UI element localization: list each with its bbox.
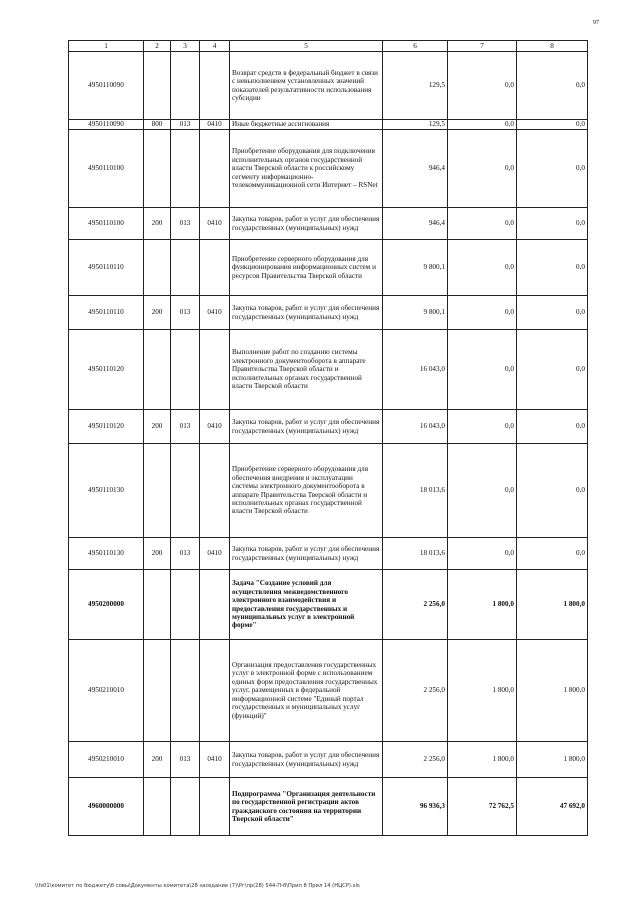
header-cell: 7 — [448, 41, 517, 52]
expense-type-cell — [144, 570, 171, 640]
code-cell: 4950110090 — [69, 52, 144, 120]
section-cell — [200, 778, 230, 836]
header-row — [69, 41, 588, 52]
amount-year3-cell: 0,0 — [517, 130, 588, 208]
description-cell: Задача "Создание условий для осуществления межведомственного электронного взаимодействия и предоставления государственных и муниципальных услуг в электронной форме" — [230, 570, 383, 640]
amount-year3-cell: 0,0 — [517, 240, 588, 296]
expense-type-cell — [144, 444, 171, 538]
expense-type-cell: 200 — [144, 538, 171, 570]
description-cell: Организация предоставления государственных услуг в электронной форме с использованием единых форм предоставления государственных услуг, размещенных в федеральной информационной системе "Единый портал государственных и муниципальных услуг (функций)" — [230, 640, 383, 742]
table-row — [69, 640, 588, 742]
description-cell: Иные бюджетные ассигнования — [230, 120, 383, 130]
amount-year2-cell: 1 800,0 — [448, 742, 517, 778]
table-row — [69, 570, 588, 640]
amount-year2-cell: 0,0 — [448, 120, 517, 130]
amount-year3-cell: 1 800,0 — [517, 570, 588, 640]
description-cell: Выполнение работ по созданию системы электронного документооборота в аппарате Правительства Тверской области и исполнительных органах государственной власти Тверской области — [230, 330, 383, 410]
amount-year1-cell: 129,5 — [383, 120, 448, 130]
description-cell: Закупка товаров, работ и услуг для обеспечения государственных (муниципальных) нужд — [230, 538, 383, 570]
description-cell: Возврат средств в федеральный бюджет в связи с невыполнением установленных значений показателей результативности использования субсидии — [230, 52, 383, 120]
section-cell — [200, 240, 230, 296]
header-cell: 1 — [69, 41, 144, 52]
code-cell: 4950210010 — [69, 640, 144, 742]
amount-year1-cell: 2 256,0 — [383, 570, 448, 640]
amount-year2-cell: 72 762,5 — [448, 778, 517, 836]
amount-year1-cell: 16 043,0 — [383, 330, 448, 410]
amount-year2-cell: 0,0 — [448, 444, 517, 538]
section-cell — [200, 444, 230, 538]
amount-year2-cell: 0,0 — [448, 538, 517, 570]
amount-year3-cell: 1 800,0 — [517, 640, 588, 742]
table-row — [69, 130, 588, 208]
section-cell: 0410 — [200, 742, 230, 778]
expense-type-cell: 200 — [144, 410, 171, 444]
amount-year2-cell: 1 800,0 — [448, 570, 517, 640]
file-path-footer: \\fs01\комитет по бюджету\б совы\Документы комитета\28 заседание (7)\Рг\пр(28) 544-П-б\Прил 8 Прил 14 (НЦСР).xls — [35, 883, 360, 889]
ministry-cell — [171, 570, 200, 640]
amount-year1-cell: 129,5 — [383, 52, 448, 120]
amount-year1-cell: 2 256,0 — [383, 640, 448, 742]
description-cell: Приобретение серверного оборудования для функционирования информационных систем и ресурсов Правительства Тверской области — [230, 240, 383, 296]
header-cell: 8 — [517, 41, 588, 52]
code-cell: 4950110100 — [69, 130, 144, 208]
description-cell: Приобретение оборудования для подключения исполнительных органов государственной власти Тверской области к российскому сегменту информационно-телекоммуникационной сети Интернет – RSNet — [230, 130, 383, 208]
amount-year2-cell: 0,0 — [448, 240, 517, 296]
amount-year1-cell: 18 013,6 — [383, 444, 448, 538]
code-cell: 4950110120 — [69, 410, 144, 444]
section-cell — [200, 130, 230, 208]
amount-year3-cell: 0,0 — [517, 208, 588, 240]
code-cell: 4950110110 — [69, 296, 144, 330]
table-row — [69, 444, 588, 538]
section-cell — [200, 52, 230, 120]
description-cell: Закупка товаров, работ и услуг для обеспечения государственных (муниципальных) нужд — [230, 208, 383, 240]
description-cell: Приобретение серверного оборудования для обеспечения внедрения и эксплуатации системы электронного документооборота в аппарате Правительства Тверской области и исполнительных органах государственной власти Тверской области — [230, 444, 383, 538]
code-cell: 4950110130 — [69, 538, 144, 570]
amount-year3-cell: 0,0 — [517, 444, 588, 538]
amount-year3-cell: 47 692,0 — [517, 778, 588, 836]
ministry-cell: 013 — [171, 742, 200, 778]
ministry-cell — [171, 330, 200, 410]
header-cell: 4 — [200, 41, 230, 52]
code-cell: 4950110100 — [69, 208, 144, 240]
table-row — [69, 120, 588, 130]
amount-year2-cell: 0,0 — [448, 130, 517, 208]
table-row — [69, 410, 588, 444]
section-cell: 0410 — [200, 208, 230, 240]
amount-year1-cell: 16 043,0 — [383, 410, 448, 444]
expense-type-cell — [144, 778, 171, 836]
table-row — [69, 778, 588, 836]
description-cell: Подпрограмма "Организация деятельности по государственной регистрации актов гражданского состояния на территории Тверской области" — [230, 778, 383, 836]
amount-year3-cell: 0,0 — [517, 296, 588, 330]
ministry-cell — [171, 130, 200, 208]
ministry-cell — [171, 778, 200, 836]
expense-type-cell — [144, 640, 171, 742]
amount-year1-cell: 2 256,0 — [383, 742, 448, 778]
code-cell: 4950110120 — [69, 330, 144, 410]
code-cell: 4950110130 — [69, 444, 144, 538]
expense-type-cell: 200 — [144, 208, 171, 240]
amount-year3-cell: 1 800,0 — [517, 742, 588, 778]
page-number: 97 — [593, 20, 599, 26]
description-cell: Закупка товаров, работ и услуг для обеспечения государственных (муниципальных) нужд — [230, 742, 383, 778]
code-cell: 4950110110 — [69, 240, 144, 296]
amount-year1-cell: 946,4 — [383, 208, 448, 240]
amount-year2-cell: 0,0 — [448, 208, 517, 240]
table-row — [69, 538, 588, 570]
ministry-cell: 013 — [171, 120, 200, 130]
expense-type-cell: 200 — [144, 742, 171, 778]
table-row — [69, 742, 588, 778]
section-cell: 0410 — [200, 120, 230, 130]
ministry-cell: 013 — [171, 538, 200, 570]
amount-year2-cell: 0,0 — [448, 330, 517, 410]
expense-type-cell — [144, 52, 171, 120]
table-row — [69, 52, 588, 120]
section-cell: 0410 — [200, 538, 230, 570]
section-cell — [200, 330, 230, 410]
header-cell: 2 — [144, 41, 171, 52]
expense-type-cell: 200 — [144, 296, 171, 330]
table-row — [69, 240, 588, 296]
ministry-cell — [171, 52, 200, 120]
amount-year1-cell: 9 800,1 — [383, 296, 448, 330]
description-cell: Закупка товаров, работ и услуг для обеспечения государственных (муниципальных) нужд — [230, 296, 383, 330]
amount-year2-cell: 0,0 — [448, 410, 517, 444]
table-row — [69, 330, 588, 410]
amount-year1-cell: 18 013,6 — [383, 538, 448, 570]
section-cell: 0410 — [200, 410, 230, 444]
amount-year3-cell: 0,0 — [517, 52, 588, 120]
amount-year3-cell: 0,0 — [517, 330, 588, 410]
table-row — [69, 208, 588, 240]
ministry-cell: 013 — [171, 296, 200, 330]
amount-year3-cell: 0,0 — [517, 538, 588, 570]
section-cell: 0410 — [200, 296, 230, 330]
amount-year3-cell: 0,0 — [517, 120, 588, 130]
header-cell: 6 — [383, 41, 448, 52]
amount-year1-cell: 946,4 — [383, 130, 448, 208]
section-cell — [200, 640, 230, 742]
ministry-cell: 013 — [171, 410, 200, 444]
amount-year1-cell: 96 936,3 — [383, 778, 448, 836]
expense-type-cell: 800 — [144, 120, 171, 130]
expense-type-cell — [144, 330, 171, 410]
description-cell: Закупка товаров, работ и услуг для обеспечения государственных (муниципальных) нужд — [230, 410, 383, 444]
expense-type-cell — [144, 130, 171, 208]
ministry-cell — [171, 240, 200, 296]
amount-year1-cell: 9 800,1 — [383, 240, 448, 296]
budget-table — [68, 40, 588, 836]
amount-year2-cell: 0,0 — [448, 296, 517, 330]
code-cell: 4950200000 — [69, 570, 144, 640]
amount-year2-cell: 0,0 — [448, 52, 517, 120]
ministry-cell — [171, 640, 200, 742]
amount-year3-cell: 0,0 — [517, 410, 588, 444]
table-row — [69, 296, 588, 330]
section-cell — [200, 570, 230, 640]
ministry-cell: 013 — [171, 208, 200, 240]
code-cell: 4950210010 — [69, 742, 144, 778]
code-cell: 4950110090 — [69, 120, 144, 130]
code-cell: 4960000000 — [69, 778, 144, 836]
header-cell: 3 — [171, 41, 200, 52]
ministry-cell — [171, 444, 200, 538]
header-cell: 5 — [230, 41, 383, 52]
expense-type-cell — [144, 240, 171, 296]
amount-year2-cell: 1 800,0 — [448, 640, 517, 742]
